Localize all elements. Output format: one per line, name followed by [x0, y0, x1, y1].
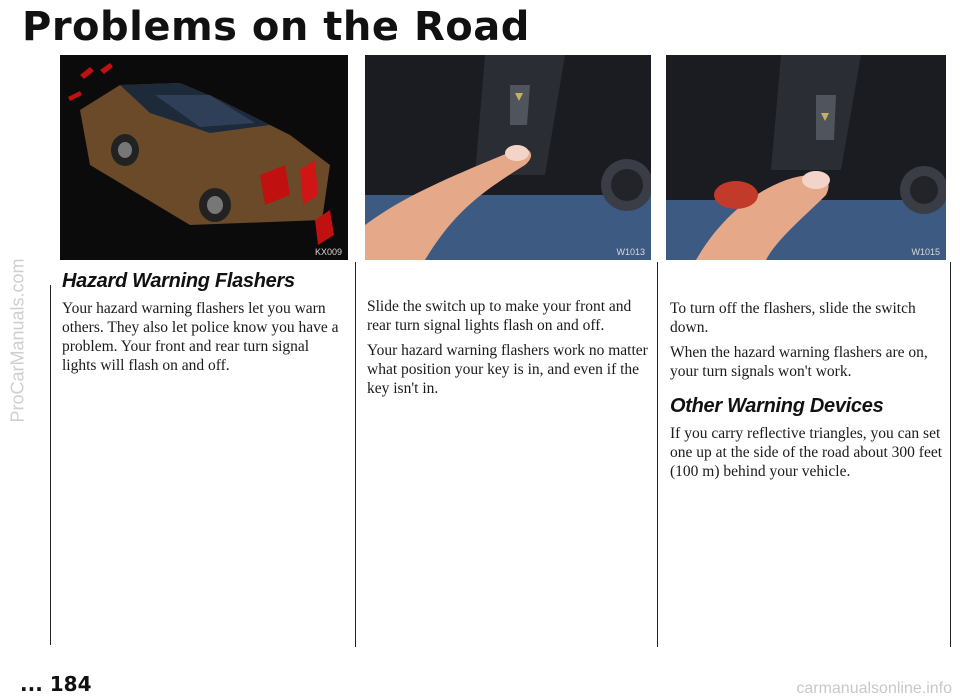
footer-watermark: carmanualsonline.info [796, 680, 952, 697]
paragraph: If you carry reflective triangles, you can set one up at the side of the road about 300 feet (100 m) behind your vehicle. [670, 425, 943, 480]
photo-code: W1013 [616, 247, 645, 257]
column-rule [355, 262, 356, 647]
column-hazard-flashers [62, 270, 342, 381]
section-heading: Other Warning Devices [670, 395, 884, 417]
photo-code: KX009 [314, 247, 342, 257]
page-number: ... 184 [20, 672, 92, 696]
paragraph: To turn off the flashers, slide the switch down. [670, 300, 916, 336]
paragraph: Your hazard warning flashers work no matter what position your key is in, and even if the key isn't in. [367, 342, 648, 397]
car-hazard-photo [60, 55, 348, 260]
paragraph: When the hazard warning flashers are on, your turn signals won't work. [670, 344, 928, 380]
column-rule [657, 262, 658, 647]
paragraph: Slide the switch up to make your front and rear turn signal lights flash on and off. [367, 298, 632, 334]
hazard-switch-up-illustration [365, 55, 651, 260]
switch-up-photo [365, 55, 651, 260]
photo-code: W1015 [911, 247, 940, 257]
hazard-switch-down-illustration [666, 55, 946, 260]
column-switch-on [367, 297, 649, 404]
paragraph: Your hazard warning flashers let you warn others. They also let police know you have a problem. Your front and rear turn signal lights will flash on and off. [62, 300, 339, 374]
side-watermark: ProCarManuals.com [7, 258, 28, 423]
section-heading: Hazard Warning Flashers [62, 270, 295, 292]
page-title: Problems on the Road [22, 4, 530, 50]
column-rule [950, 262, 951, 647]
column-switch-off [670, 299, 945, 487]
switch-down-photo [666, 55, 946, 260]
column-rule [50, 285, 51, 645]
car-illustration [60, 55, 348, 260]
